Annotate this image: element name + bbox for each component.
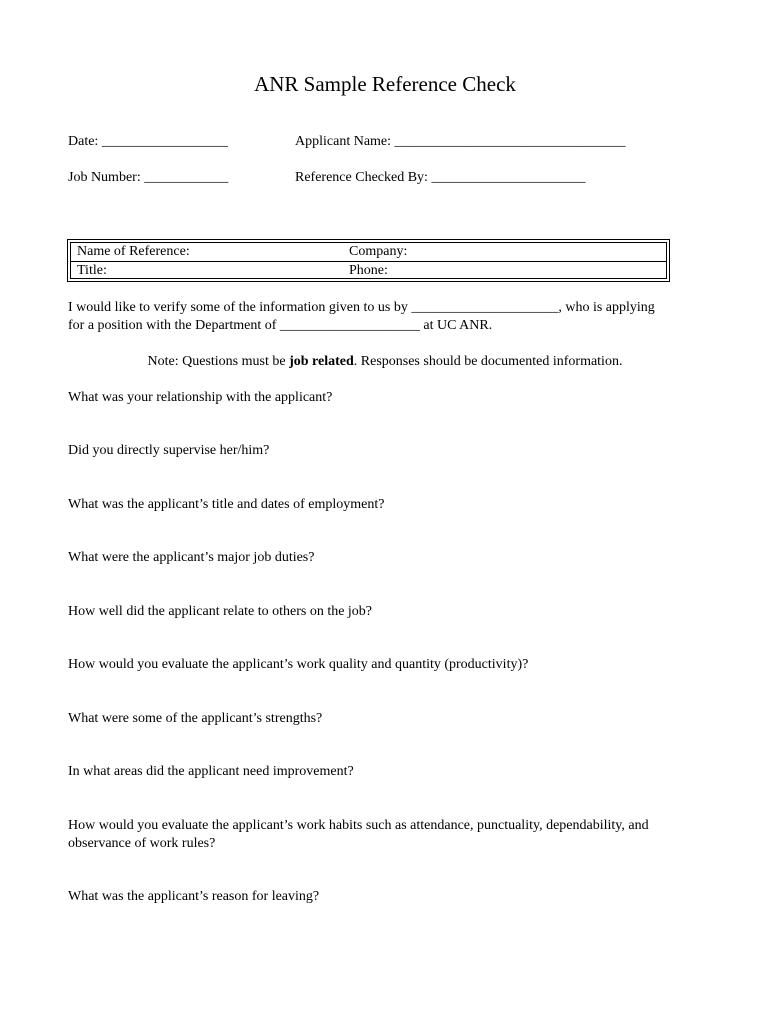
question-text: What were the applicant’s major job duties?: [68, 550, 315, 565]
reference-table-inner: [70, 242, 667, 279]
reference-table-row-name: [71, 243, 666, 261]
question-text: How would you evaluate the applicant’s work quality and quantity (productivity)?: [68, 657, 529, 672]
company-label: Company:: [349, 244, 408, 259]
question-text: Did you directly supervise her/him?: [68, 443, 270, 458]
title-label: Title:: [77, 263, 107, 278]
question-item: [68, 603, 718, 621]
question-item: [68, 817, 718, 853]
note-paragraph: [0, 353, 770, 371]
question-item: [68, 888, 718, 906]
question-text: What was the applicant’s title and dates of employment?: [68, 497, 385, 512]
question-text-continued: observance of work rules?: [68, 836, 216, 851]
question-item: [68, 763, 718, 781]
intro-line-2: for a position with the Department of ____________________ at UC ANR.: [68, 318, 493, 333]
reference-table: [67, 239, 670, 282]
question-item: [68, 549, 718, 567]
question-item: [68, 656, 718, 674]
applicant-name-field: Applicant Name: _________________________________: [295, 134, 626, 149]
question-text: In what areas did the applicant need improvement?: [68, 764, 354, 779]
question-item: [68, 442, 718, 460]
date-field: Date: __________________: [68, 134, 228, 149]
question-text: What were some of the applicant’s strengths?: [68, 711, 323, 726]
note-suffix: . Responses should be documented information.: [353, 354, 623, 369]
question-text: How would you evaluate the applicant’s work habits such as attendance, punctuality, dependability, and: [68, 818, 649, 833]
document-title: ANR Sample Reference Check: [254, 72, 516, 96]
reference-table-row-title: [71, 261, 666, 280]
note-bold: job related: [289, 354, 354, 369]
intro-line-1: I would like to verify some of the information given to us by _____________________, who is applying: [68, 300, 655, 315]
reference-checked-by-field: Reference Checked By: ______________________: [295, 170, 586, 185]
phone-label: Phone:: [349, 263, 388, 278]
question-item: [68, 389, 718, 407]
question-text: What was your relationship with the applicant?: [68, 390, 333, 405]
question-item: [68, 710, 718, 728]
job-number-field: Job Number: ____________: [68, 170, 229, 185]
note-prefix: Note: Questions must be: [147, 354, 290, 369]
question-item: [68, 496, 718, 514]
question-text: How well did the applicant relate to others on the job?: [68, 604, 373, 619]
name-of-reference-label: Name of Reference:: [77, 244, 190, 259]
intro-paragraph: [68, 299, 708, 335]
question-text: What was the applicant’s reason for leaving?: [68, 889, 320, 904]
